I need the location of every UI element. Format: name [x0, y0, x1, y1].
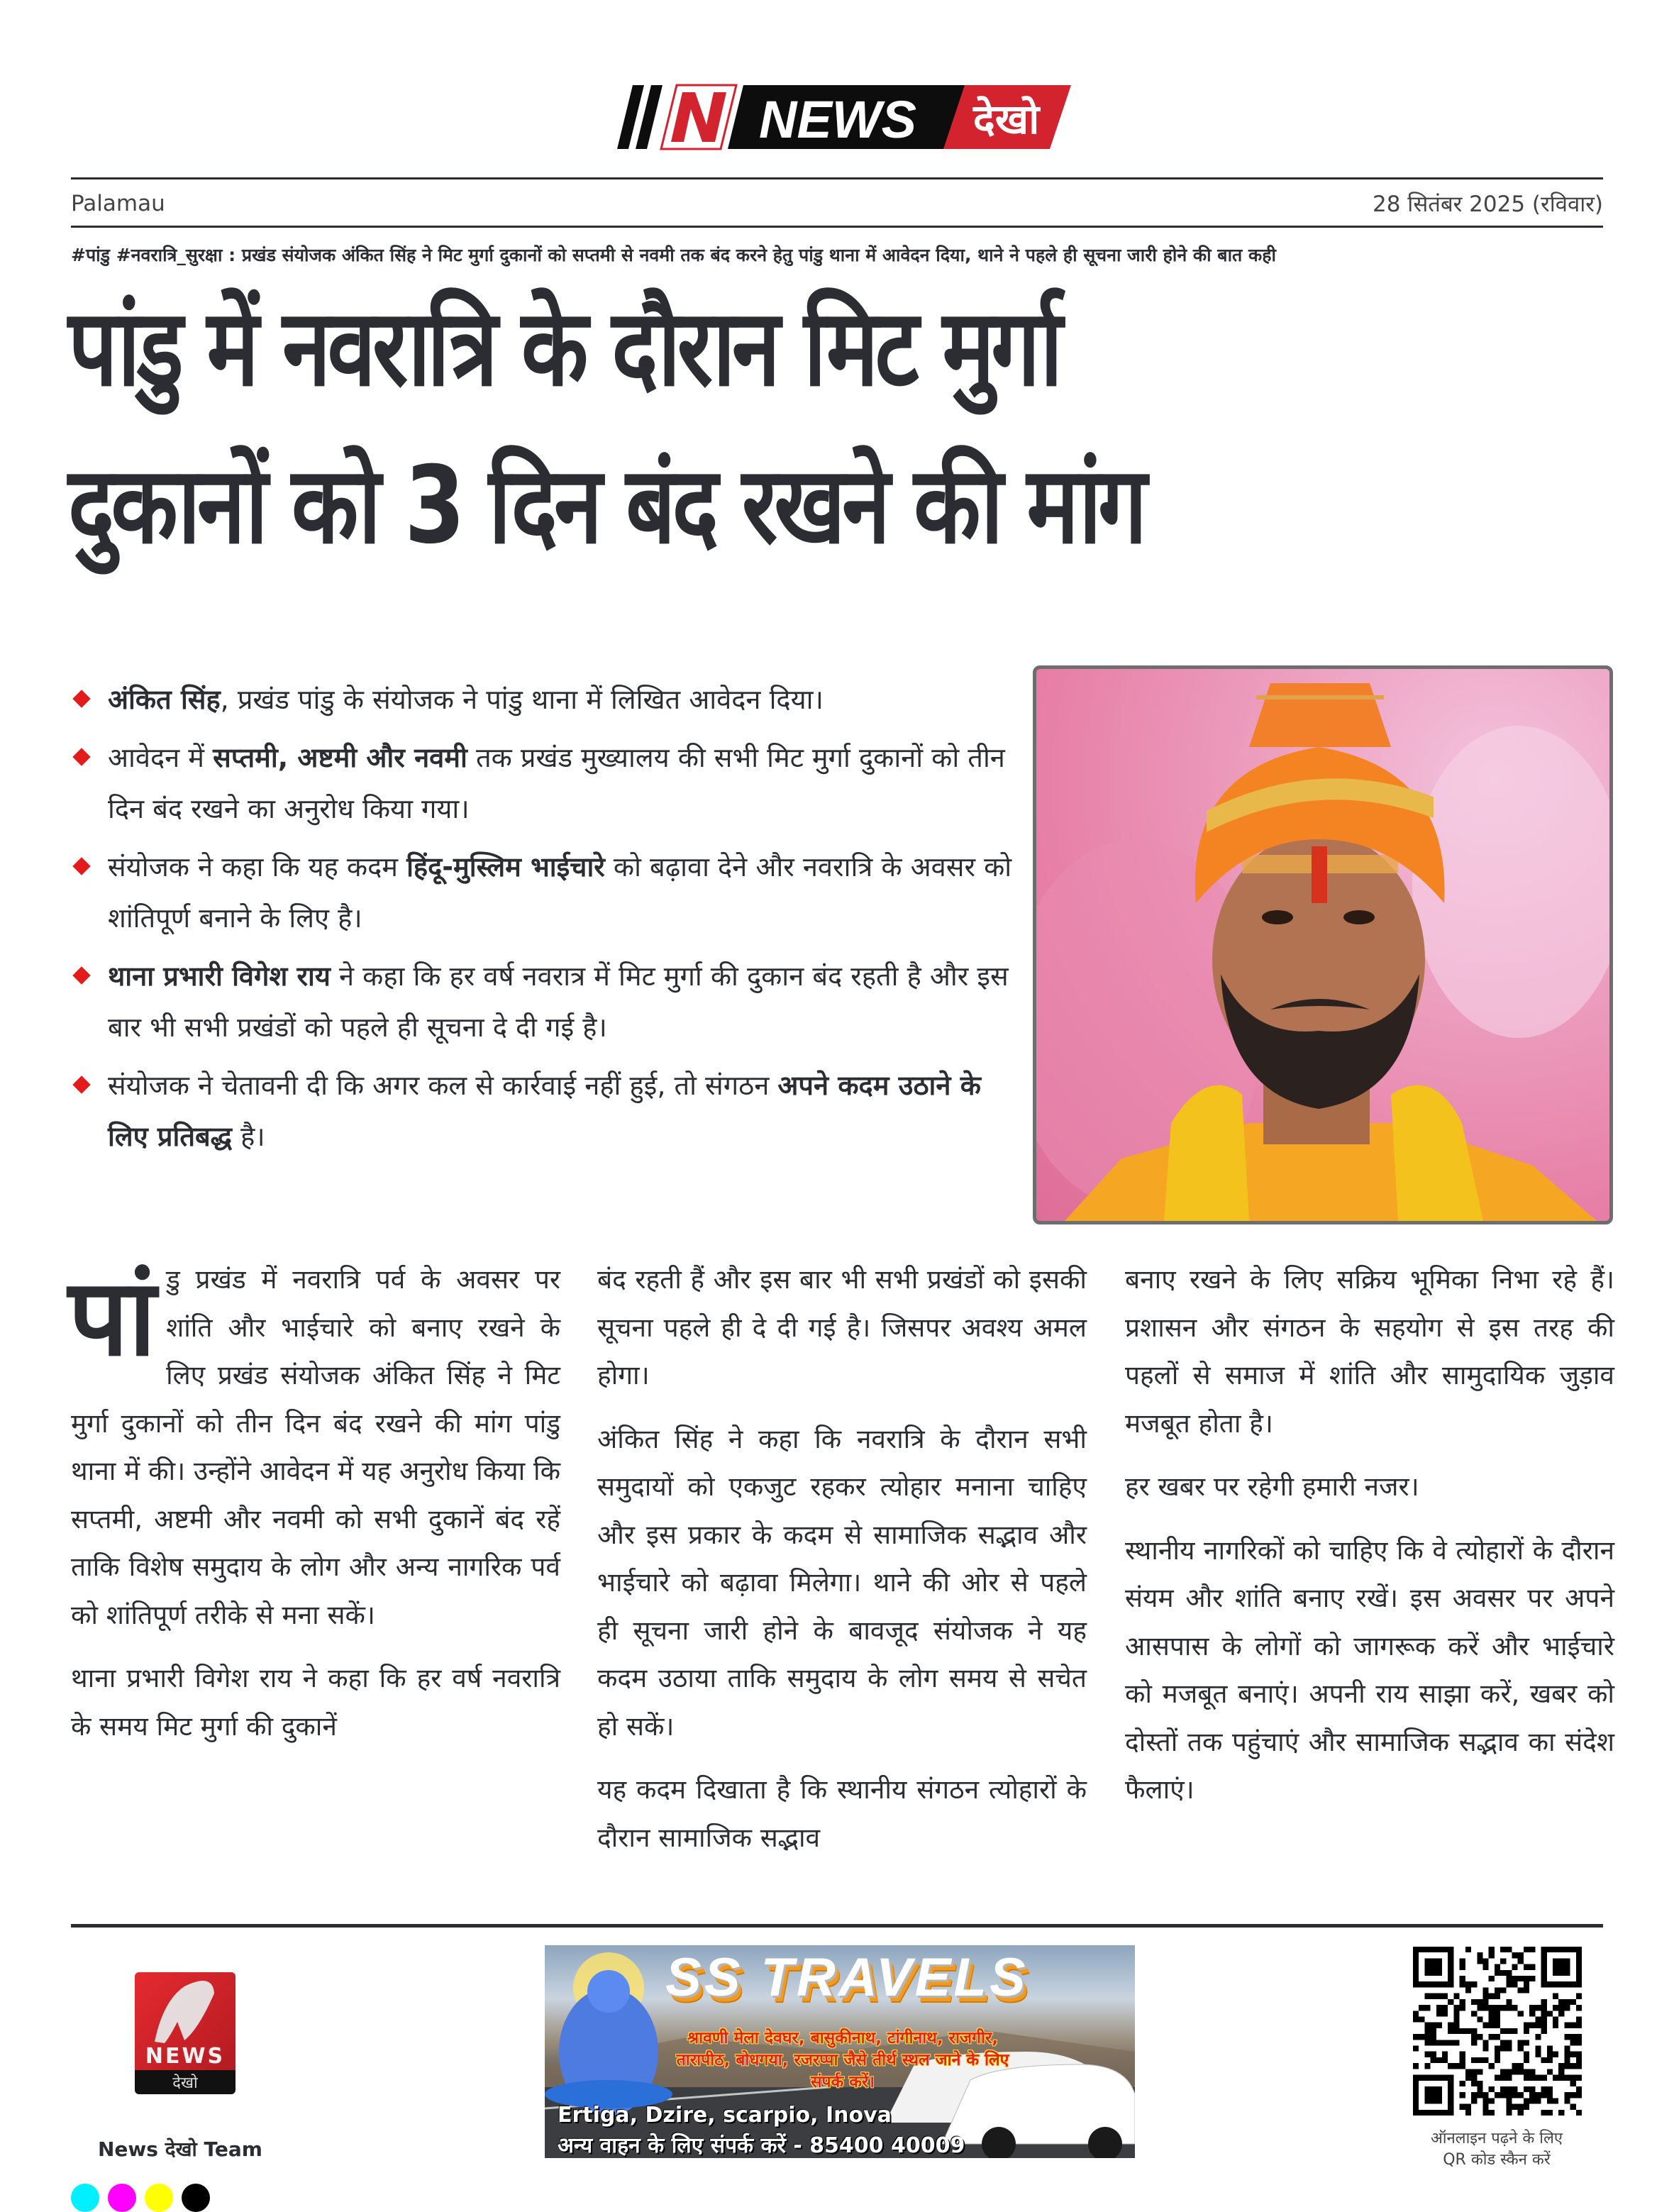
black-dot-icon: [182, 2184, 210, 2212]
red-diamond-bullet-icon: [72, 690, 90, 707]
red-diamond-bullet-icon: [72, 857, 90, 875]
article-paragraph: बनाए रखने के लिए सक्रिय भूमिका निभा रहे हैं। प्रशासन और संगठन के सहयोग से इस तरह की पहलों से समाज में शांति और सामुदायिक जुड़ाव मजबूत होता है।: [1125, 1264, 1614, 1439]
masthead-news-text: NEWS: [759, 90, 916, 149]
highlight-item: [71, 674, 1014, 725]
highlight-text: आवेदन में: [108, 742, 214, 773]
highlight-text: संयोजक ने चेतावनी दी कि अगर कल से कार्रवाई नहीं हुई, तो संगठन: [108, 1070, 778, 1101]
headline-line-2: दुकानों को 3 दिन बंद रखने की मांग: [68, 444, 1144, 568]
highlight-item: [71, 951, 1014, 1053]
hashtag-tagline: #पांडु #नवरात्रि_सुरक्षा : प्रखंड संयोजक अंकित सिंह ने मिट मुर्गा दुकानों को सप्तमी से नवमी तक बंद करने हेतु पांडु थाना में आवेदन दिया, थाने ने पहले ही सूचना जारी होने की बात कही: [71, 245, 1276, 265]
highlight-text: है।: [232, 1121, 265, 1152]
footer-logo-news: NEWS: [145, 2044, 226, 2069]
article-paragraph: थाना प्रभारी विगेश राय ने कहा कि हर वर्ष नवरात्रि के समय मिट मुर्गा की दुकानें: [71, 1663, 560, 1742]
highlight-text: संयोजक ने कहा कि यह कदम: [108, 851, 407, 883]
article-paragraph: हर खबर पर रहेगी हमारी नजर।: [1125, 1471, 1419, 1502]
ad-destinations: श्रावणी मेला देवघर, बासुकीनाथ, टांगीनाथ, राजगीर, तारापीठ, बोधगया, रजरप्पा जैसे तीर्थ स्थल जाने के लिए संपर्क करें।: [676, 2029, 1009, 2091]
drop-cap: पां: [68, 1256, 157, 1380]
highlight-bold: हिंदू-मुस्लिम भाईचारे: [406, 851, 605, 883]
red-diamond-bullet-icon: [72, 966, 90, 984]
top-rule: [71, 177, 1603, 179]
paragraph-text: डु प्रखंड में नवरात्रि पर्व के अवसर पर शांति और भाईचारे को बनाए रखने के लिए प्रखंड संयोजक अंकित सिंह ने मिट मुर्गा दुकानों को तीन दिन बंद रखने की मांग पांडु थाना में की। उन्होंने आवेदन में यह अनुरोध किया कि सप्तमी, अष्टमी और नवमी को सभी दुकानें बंद रहें ताकि विशेष समुदाय के लोग और अन्य नागरिक पर्व को शांतिपूर्ण तरीके से मना सकें।: [71, 1264, 560, 1630]
ad-title: SS TRAVELS: [665, 1947, 1029, 2008]
qr-caption-line-1: ऑनलाइन पढ़ने के लिए: [1430, 2130, 1563, 2147]
cmyk-registration-marks: [71, 2184, 210, 2212]
highlight-bold: अंकित सिंह: [108, 684, 221, 715]
highlight-text: तक प्रखंड मुख्यालय की सभी मिट मुर्गा दुकानों को तीन दिन बंद रखने का अनुरोध किया गया।: [108, 742, 1005, 824]
qr-code-icon[interactable]: [1413, 1947, 1582, 2116]
footer-logo-dekho: देखो: [172, 2074, 198, 2092]
red-diamond-bullet-icon: [72, 1075, 90, 1093]
highlight-text: ने कहा कि हर वर्ष नवरात्र में मिट मुर्गा की दुकान बंद रहती है और इस बार भी सभी प्रखंडों को पहले ही सूचना दे दी गई है।: [108, 961, 1009, 1043]
edition-date: 28 सितंबर 2025 (रविवार): [1372, 192, 1603, 217]
article-paragraph: [68, 1256, 560, 1639]
ad-vehicles: Ertiga, Dzire, scarpio, Inova: [558, 2103, 892, 2128]
article-column-2: [597, 1256, 1087, 1877]
highlight-item: [71, 841, 1014, 944]
highlight-bold: सप्तमी, अष्टमी और नवमी: [213, 742, 467, 773]
ss-travels-advertisement[interactable]: [545, 1945, 1135, 2158]
highlight-item: [71, 732, 1014, 834]
edition-location: Palamau: [71, 191, 165, 216]
article-paragraph: बंद रहती हैं और इस बार भी सभी प्रखंडों को इसकी सूचना पहले ही दे दी गई है। जिसपर अवश्य अमल होगा।: [597, 1264, 1087, 1390]
masthead-dekho-text: देखो: [973, 95, 1040, 143]
edition-rule: [71, 226, 1603, 228]
magenta-dot-icon: [108, 2184, 136, 2212]
headline-line-1: पांडु में नवरात्रि के दौरान मिट मुर्गा: [68, 287, 1060, 410]
highlights-list: [71, 674, 1014, 1169]
article-column-3: [1125, 1256, 1614, 1830]
footer-rule: [71, 1924, 1603, 1928]
footer-team-credit: News देखो Team: [98, 2138, 262, 2161]
cyan-dot-icon: [71, 2184, 99, 2212]
article-paragraph: अंकित सिंह ने कहा कि नवरात्रि के दौरान सभी समुदायों को एकजुट रहकर त्योहार मनाना चाहिए और इस प्रकार के कदम से सामाजिक सद्भाव और भाईचारे को बढ़ावा मिलेगा। थाने की ओर से पहले ही सूचना जारी होने के बावजूद संयोजक ने यह कदम उठाया ताकि समुदाय के लोग समय से सचेत हो सकें।: [597, 1423, 1087, 1742]
highlight-bold: अपने कदम उठाने के लिए प्रतिबद्ध: [108, 1070, 981, 1152]
article-paragraph: स्थानीय नागरिकों को चाहिए कि वे त्योहारों के दौरान संयम और शांति बनाए रखें। इस अवसर पर अपने आसपास के लोगों को जागरूक करें और भाईचारे को मजबूत बनाएं। अपनी राय साझा करें, खबर को दोस्तों तक पहुंचाएं और सामाजिक सद्भाव का संदेश फैलाएं।: [1125, 1534, 1614, 1805]
edition-bar: [71, 186, 1603, 221]
qr-caption-line-2: QR कोड स्कैन करें: [1443, 2151, 1551, 2169]
footer-logo: [135, 1972, 235, 2094]
article-paragraph: यह कदम दिखाता है कि स्थानीय संगठन त्योहारों के दौरान सामाजिक सद्भाव: [597, 1774, 1087, 1853]
highlight-item: [71, 1060, 1014, 1162]
ad-contact: अन्य वाहन के लिए संपर्क करें - 85400 40009: [558, 2133, 965, 2158]
highlight-text: , प्रखंड पांडु के संयोजक ने पांडु थाना में लिखित आवेदन दिया।: [220, 684, 824, 715]
article-photo: [1033, 665, 1613, 1224]
yellow-dot-icon: [145, 2184, 173, 2212]
highlight-bold: थाना प्रभारी विगेश राय: [108, 961, 331, 992]
highlight-text: को बढ़ावा देने और नवरात्रि के अवसर को शांतिपूर्ण बनाने के लिए है।: [108, 851, 1012, 934]
qr-caption: [1383, 2128, 1610, 2171]
red-diamond-bullet-icon: [72, 748, 90, 765]
masthead-logo: [617, 82, 1071, 152]
article-column-1: [68, 1256, 560, 1766]
page-headline: [68, 270, 1336, 585]
